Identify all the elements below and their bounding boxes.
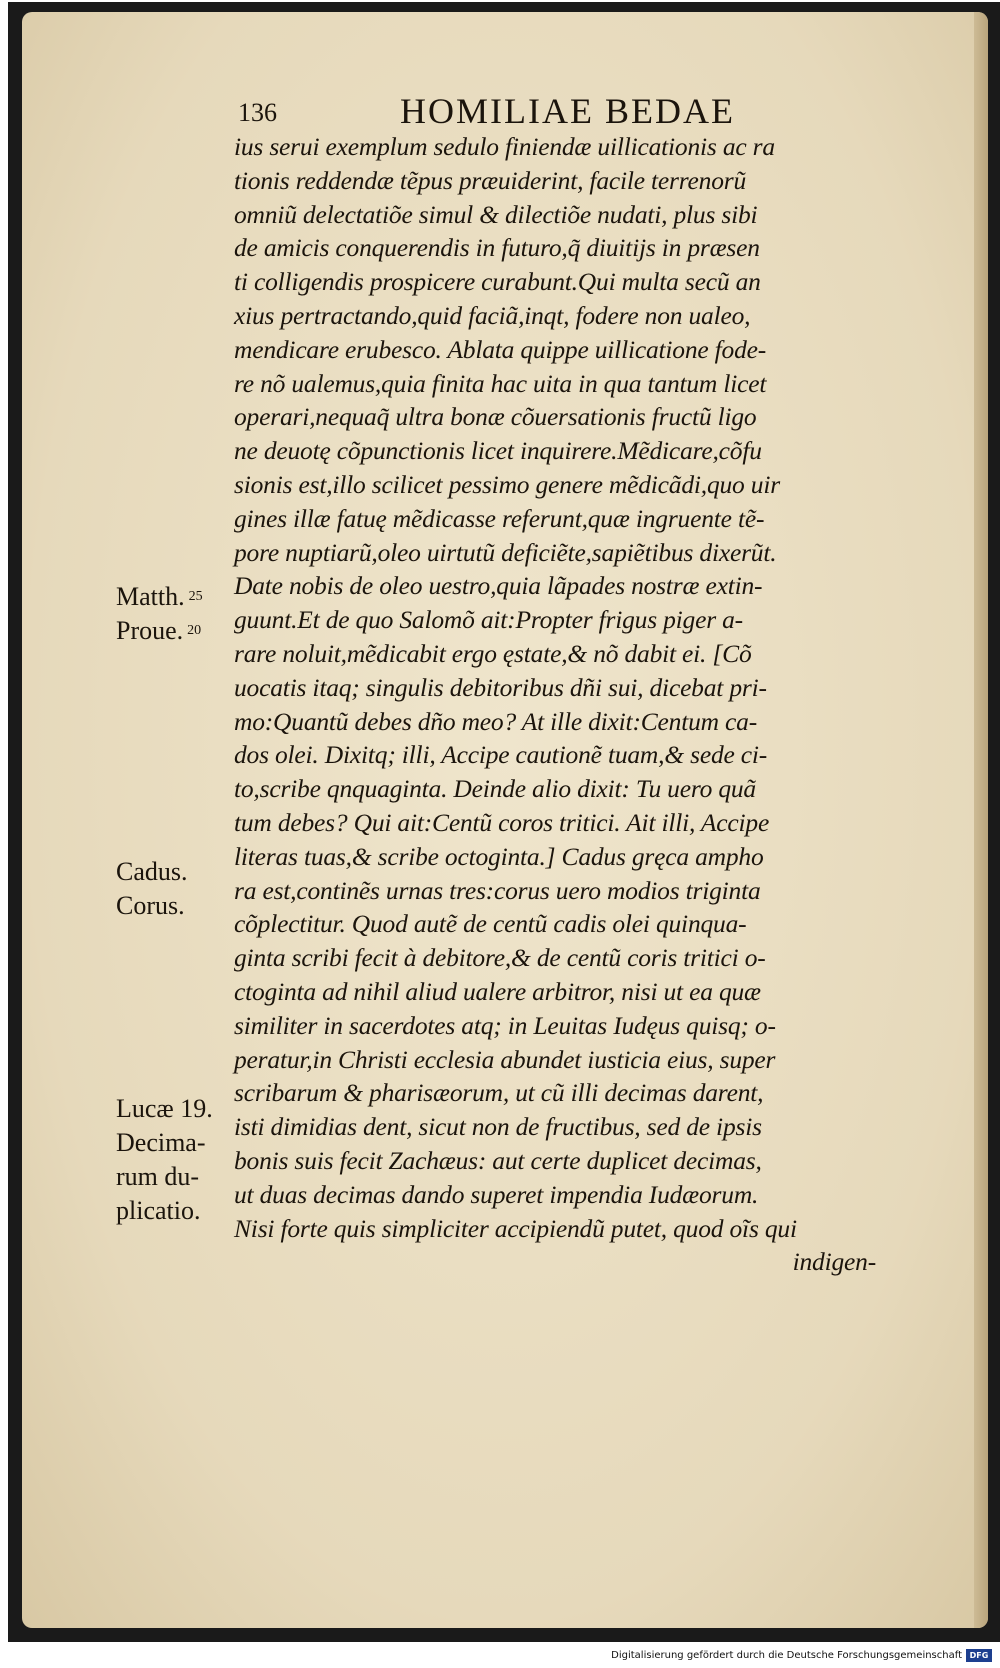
footer-credit: Digitalisierung gefördert durch die Deutsche Forschungsgemeinschaft (611, 1650, 962, 1661)
margin-note-decimarum: Decima- (116, 1128, 206, 1157)
text-line: pore nuptiarũ,oleo uirtutũ deficiẽte,sapiẽtibus dixerũt. (234, 537, 777, 567)
text-line: omniũ delectatiõe simul & dilectiõe nudati, plus sibi (234, 199, 758, 229)
text-line: gines illæ fatuę mẽdicasse referunt,quæ ingruente tẽ- (234, 503, 765, 533)
page-header (0, 90, 1000, 130)
text-line: ra est,continẽs urnas tres:corus uero modios triginta (234, 875, 761, 905)
margin-note-text: Matth. (116, 582, 185, 611)
text-line: guunt.Et de quo Salomõ ait:Propter frigus piger a- (234, 605, 743, 635)
text-line: sionis est,illo scilicet pessimo genere mẽdicãdi,quo uir (234, 469, 780, 499)
margin-note-proue (116, 614, 201, 648)
text-line: Date nobis de oleo uestro,quia lãpades nostræ extin- (234, 571, 763, 601)
text-line: dos olei. Dixitq; illi, Accipe cautionẽ tuam,& sede ci- (234, 740, 768, 770)
text-line: ut duas decimas dando superet impendia Iudæorum. (234, 1179, 759, 1209)
margin-note-text: Proue. (116, 616, 184, 645)
body-text (234, 130, 884, 1279)
page-edge (974, 12, 988, 1628)
margin-note-corus: Corus. (116, 891, 185, 920)
text-line: bonis suis fecit Zachæus: aut certe duplicet decimas, (234, 1145, 762, 1175)
text-line: ti colligendis prospicere curabunt.Qui multa secũ an (234, 267, 761, 297)
text-line: re nõ ualemus,quia finita hac uita in qua tantum licet (234, 368, 767, 398)
footer (0, 1648, 1000, 1668)
text-line: ne deuotę cõpunctionis licet inquirere.Mẽdicare,cõfu (234, 436, 762, 466)
text-line: ius serui exemplum sedulo finiendæ uillicationis ac ra (234, 132, 775, 161)
margin-note-matth (116, 580, 203, 614)
margin-note-duplicatio-2: plicatio. (116, 1196, 201, 1225)
margin-note-lucae: Lucæ 19. (116, 1094, 213, 1123)
text-line: Nisi forte quis simpliciter accipiendũ putet, quod oĩs qui (234, 1213, 797, 1243)
text-line: scribarum & pharisæorum, ut cũ illi decimas darent, (234, 1078, 764, 1108)
text-line: mo:Quantũ debes dño meo? At ille dixit:Centum ca- (234, 706, 757, 736)
page-number: 136 (238, 98, 277, 127)
text-line: similiter in sacerdotes atq; in Leuitas Iudęus quisq; o- (234, 1010, 776, 1040)
margin-note-ref: 25 (188, 589, 203, 604)
text-line: ctoginta ad nihil aliud ualere arbitror, nisi ut ea quæ (234, 976, 761, 1006)
text-line: literas tuas,& scribe octoginta.] Cadus gręca ampho (234, 841, 764, 871)
text-line: mendicare erubesco. Ablata quippe uillicatione fode- (234, 334, 767, 364)
text-line: cõplectitur. Quod autẽ de centũ cadis olei quinqua- (234, 909, 747, 939)
text-line: de amicis conquerendis in futuro,q̃ diuitijs in præsen (234, 233, 760, 263)
text-line: tum debes? Qui ait:Centũ coros tritici. Ait illi, Accipe (234, 807, 770, 837)
text-line: peratur,in Christi ecclesia abundet iusticia eius, super (234, 1044, 776, 1074)
catchword: indigen- (792, 1247, 876, 1277)
margin-note-ref: 20 (187, 623, 202, 638)
margin-note-duplicatio-1: rum du- (116, 1162, 200, 1191)
margin-note-cadus: Cadus. (116, 857, 188, 886)
text-line: to,scribe qnquaginta. Deinde alio dixit: Tu uero quã (234, 774, 756, 804)
text-line: xius pertractando,quid faciã,inqt, fodere non ualeo, (234, 300, 751, 330)
text-line: operari,nequaq̃ ultra bonæ cõuersationis fructũ ligo (234, 402, 757, 432)
dfg-logo: DFG (966, 1649, 992, 1662)
text-line: uocatis itaq; singulis debitoribus dñi sui, dicebat pri- (234, 672, 767, 702)
text-line: isti dimidias dent, sicut non de fructibus, sed de ipsis (234, 1112, 762, 1142)
text-line: ginta scribi fecit à debitore,& de centũ coris tritici o- (234, 943, 766, 973)
running-title: HOMILIAE BEDAE (400, 91, 735, 131)
text-line: tionis reddendæ tẽpus præuiderint, facile terrenorũ (234, 165, 747, 195)
text-line: rare noluit,mẽdicabit ergo ęstate,& nõ dabit ei. [Cõ (234, 638, 752, 668)
